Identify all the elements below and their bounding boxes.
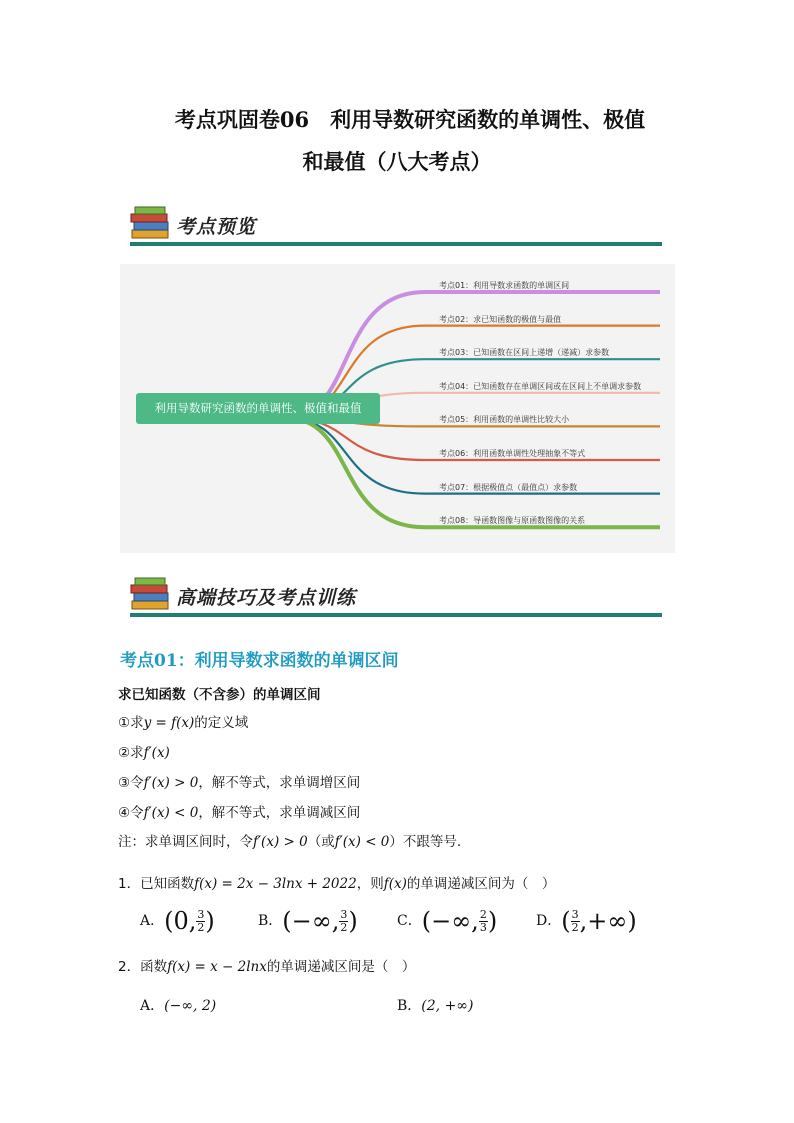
denominator: 2	[571, 920, 579, 934]
option-value: (2, +∞)	[421, 998, 474, 1014]
step-1-suffix: 的定义域	[194, 715, 249, 731]
section-divider	[130, 242, 662, 246]
option-value: (−∞, 2)	[164, 998, 217, 1014]
q2-option-a[interactable]	[140, 995, 216, 1015]
step-4-prefix: ④令	[118, 805, 144, 821]
q2-function: f(x) = x − 2lnx	[167, 959, 267, 975]
mind-map-leaf: 考点06：利用函数单调性处理抽象不等式	[439, 449, 586, 458]
interval-left: (−∞,	[421, 907, 479, 935]
q1-mid: ，则	[356, 876, 384, 892]
mind-map-leaf: 考点07：根据极值点（最值点）求参数	[439, 482, 578, 492]
interval-left: (0,	[164, 907, 197, 935]
document-title-line-1: 考点巩固卷06 利用导数研究函数的单调性、极值	[174, 107, 646, 132]
step-2-prefix: ②求	[118, 745, 144, 761]
q1-suffix: 的单调递减区间为（ ）	[406, 876, 556, 892]
q1-option-b[interactable]	[258, 907, 358, 935]
note	[118, 830, 461, 850]
step-3-math: f′(x) > 0	[143, 775, 199, 791]
step-1	[118, 711, 248, 731]
interval-left: (	[561, 907, 571, 935]
q2-suffix: 的单调递减区间是（ ）	[266, 959, 416, 975]
sub-heading: 求已知函数（不含参）的单调区间	[118, 687, 321, 703]
step-3-suffix: ，解不等式，求单调增区间	[198, 775, 361, 791]
mind-map-leaf: 考点05：利用函数的单调性比较大小	[439, 415, 570, 425]
section-title: 考点预览	[176, 216, 257, 238]
section-divider	[130, 613, 662, 617]
section-header-training	[130, 575, 662, 619]
step-4-math: f′(x) < 0	[143, 805, 199, 821]
q1-prefix: 1．已知函数	[118, 876, 195, 892]
q1-option-d[interactable]	[536, 907, 637, 935]
step-2	[118, 741, 170, 761]
numerator: 3	[197, 907, 205, 921]
books-icon	[130, 206, 172, 242]
note-suffix: ）不跟等号.	[389, 834, 462, 850]
mind-map-leaf: 考点02：求已知函数的极值与最值	[439, 314, 562, 324]
step-3-prefix: ③令	[118, 775, 144, 791]
q1-option-a[interactable]	[140, 907, 215, 935]
books-icon	[130, 577, 172, 613]
q1-function: f(x) = 2x − 3lnx + 2022	[194, 876, 357, 892]
mind-map-leaf: 考点03：已知函数在区间上递增（递减）求参数	[439, 348, 610, 358]
mind-map-center-node: 利用导数研究函数的单调性、极值和最值	[136, 393, 380, 424]
section-title: 高端技巧及考点训练	[176, 587, 357, 609]
step-1-prefix: ①求	[118, 715, 144, 731]
note-mid: （或	[307, 834, 335, 850]
q2-prefix: 2．函数	[118, 959, 168, 975]
numerator: 3	[340, 907, 348, 921]
fraction	[479, 909, 488, 934]
document-title-line-2: 和最值（八大考点）	[302, 149, 492, 174]
denominator: 2	[340, 920, 348, 934]
option-label: A．	[140, 998, 165, 1014]
note-prefix: 注：求单调区间时，令	[118, 834, 253, 850]
option-label: C．	[397, 913, 422, 929]
q1-option-c[interactable]	[397, 907, 497, 935]
interval-right: )	[205, 907, 215, 935]
step-3	[118, 771, 360, 791]
mind-map-leaf: 考点01：利用导数求函数的单调区间	[439, 281, 570, 290]
mind-map-leaf: 考点08：导函数图像与原函数图像的关系	[439, 516, 586, 526]
note-math-1: f′(x) > 0	[253, 834, 308, 850]
step-1-math: y = f(x)	[143, 715, 195, 731]
fraction	[571, 909, 580, 934]
option-label: B．	[258, 913, 283, 929]
question-2	[118, 955, 415, 975]
q1-fx: f(x)	[383, 876, 407, 892]
note-math-2: f′(x) < 0	[334, 834, 390, 850]
interval-left: (−∞,	[282, 907, 340, 935]
denominator: 2	[197, 920, 205, 934]
interval-right: ,+∞)	[579, 907, 637, 935]
numerator: 3	[571, 907, 579, 921]
step-4	[118, 801, 360, 821]
topic-heading: 考点01：利用导数求函数的单调区间	[120, 651, 399, 671]
option-label: A．	[140, 913, 165, 929]
mind-map	[120, 264, 675, 553]
step-4-suffix: ，解不等式，求单调减区间	[198, 805, 361, 821]
step-2-math: f′(x)	[143, 745, 170, 761]
interval-right: )	[487, 907, 498, 935]
interval-right: )	[348, 907, 358, 935]
denominator: 3	[479, 920, 487, 934]
option-label: D．	[536, 913, 562, 929]
option-label: B．	[397, 998, 422, 1014]
q2-option-b[interactable]	[397, 995, 473, 1015]
section-header-preview	[130, 204, 662, 248]
mind-map-leaf: 考点04：已知函数存在单调区间或在区间上不单调求参数	[439, 381, 642, 391]
numerator: 2	[479, 907, 487, 921]
question-1	[118, 872, 555, 892]
